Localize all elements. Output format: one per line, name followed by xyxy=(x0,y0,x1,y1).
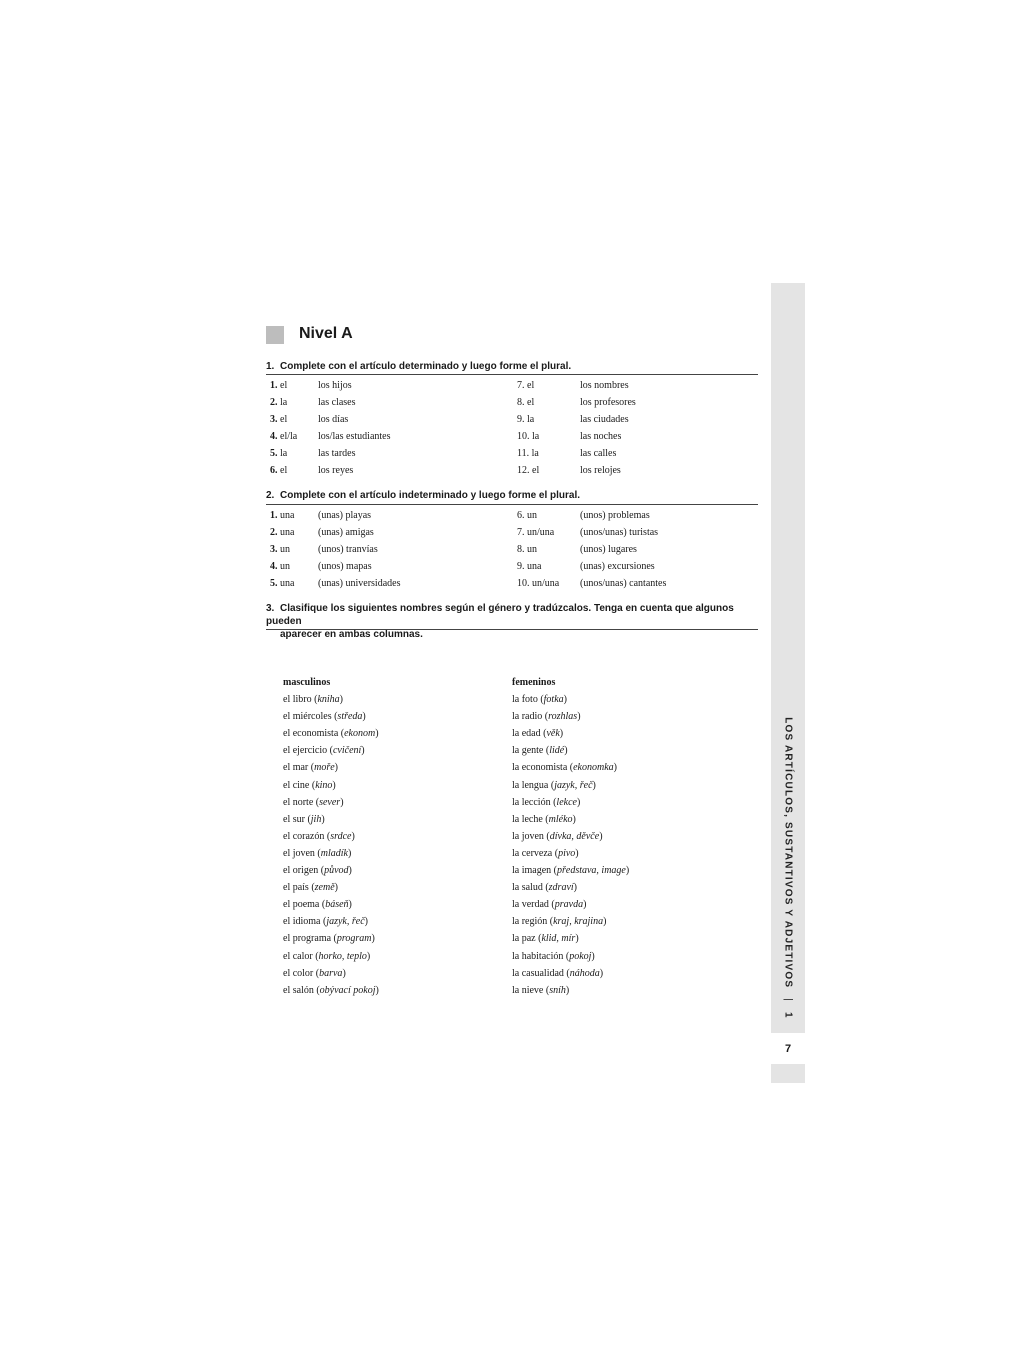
answer-plural: (unas) playas xyxy=(318,510,372,521)
noun-item xyxy=(512,848,579,860)
noun-item xyxy=(512,882,577,894)
answer-plural: las noches xyxy=(580,431,622,442)
noun-item xyxy=(283,882,338,894)
noun-translation: jazyk, řeč xyxy=(326,916,365,928)
noun-spanish: la leche ( xyxy=(512,813,549,825)
noun-spanish: la edad ( xyxy=(512,728,547,740)
noun-item xyxy=(283,814,325,826)
answer-article xyxy=(517,414,534,426)
noun-translation: mladík xyxy=(320,847,348,859)
noun-close-paren: ) xyxy=(599,967,604,979)
answer-article-text: un xyxy=(524,510,537,521)
noun-item xyxy=(512,728,563,740)
noun-translation: pravda xyxy=(554,899,584,911)
noun-spanish: el economista ( xyxy=(283,728,345,740)
answer-article xyxy=(517,527,554,539)
answer-plural: (unos) lugares xyxy=(580,544,637,555)
chapter-vertical-label xyxy=(783,717,794,1019)
answer-article-text: el xyxy=(524,380,535,391)
answer-number: 5. xyxy=(270,578,278,589)
answer-article-text: un/una xyxy=(529,578,560,589)
answer-number: 6. xyxy=(270,465,278,476)
noun-spanish: la nieve ( xyxy=(512,984,550,996)
noun-spanish: la región ( xyxy=(512,916,554,928)
answer-number: 10. xyxy=(517,578,530,589)
answer-number: 8. xyxy=(517,397,525,408)
noun-translation: sníh xyxy=(549,984,566,996)
level-marker xyxy=(266,326,284,344)
answer-number: 9. xyxy=(517,414,525,425)
exercise-1-heading xyxy=(266,360,758,373)
answer-article xyxy=(517,510,537,522)
noun-spanish: la habitación ( xyxy=(512,950,570,962)
answer-number: 7. xyxy=(517,527,525,538)
noun-translation: ekonomka xyxy=(573,762,614,774)
noun-item xyxy=(512,951,595,963)
answer-number: 3. xyxy=(270,544,278,555)
noun-close-paren: ) xyxy=(362,711,366,723)
exercise-instruction: Clasifique los siguientes nombres según el género y tradúzcalos. Tenga en cuenta que algunos pueden xyxy=(266,603,734,627)
answer-article-text: la xyxy=(529,431,540,442)
noun-translation: představa, image xyxy=(556,865,626,876)
answer-number: 3. xyxy=(270,414,278,425)
exercise-number: 2. xyxy=(266,490,275,501)
level-title: Nivel A xyxy=(299,325,353,342)
noun-close-paren: ) xyxy=(361,745,365,757)
noun-close-paren: ) xyxy=(332,779,336,791)
answer-plural: los relojes xyxy=(580,465,621,476)
noun-close-paren: ) xyxy=(339,694,343,705)
answer-article-text: una xyxy=(277,578,295,589)
noun-close-paren: ) xyxy=(599,830,603,842)
noun-spanish: el norte ( xyxy=(283,796,320,808)
answer-plural: los días xyxy=(318,414,349,425)
noun-translation: lekce xyxy=(556,796,577,808)
noun-item xyxy=(512,831,603,843)
noun-translation: horko, teplo xyxy=(318,950,367,962)
answer-plural: los reyes xyxy=(318,465,354,476)
noun-close-paren: ) xyxy=(583,899,587,911)
noun-close-paren: ) xyxy=(575,933,579,945)
answer-number: 2. xyxy=(270,397,278,408)
noun-item xyxy=(283,780,336,792)
noun-item xyxy=(512,968,603,980)
answer-article xyxy=(517,544,537,556)
noun-spanish: la joven ( xyxy=(512,830,550,842)
noun-spanish: la economista ( xyxy=(512,762,574,774)
answer-article xyxy=(517,380,534,392)
answer-article xyxy=(517,578,559,590)
answer-article-text: el xyxy=(277,414,288,425)
exercise-instruction: Complete con el artículo determinado y luego forme el plural. xyxy=(280,361,572,372)
noun-item xyxy=(283,951,370,963)
sidebar-strip-bottom xyxy=(771,1064,805,1083)
noun-spanish: el corazón ( xyxy=(283,830,331,842)
noun-spanish: el ejercicio ( xyxy=(283,745,333,757)
noun-item xyxy=(512,916,606,928)
noun-close-paren: ) xyxy=(321,813,325,825)
answer-number: 7. xyxy=(517,380,525,391)
noun-translation: barva xyxy=(319,967,343,979)
answer-article-text: el xyxy=(277,380,288,391)
noun-spanish: la lengua ( xyxy=(512,779,555,791)
noun-close-paren: ) xyxy=(572,813,576,825)
noun-close-paren: ) xyxy=(347,847,352,859)
exercise-3-heading xyxy=(266,602,758,641)
answer-article-text: una xyxy=(524,561,542,572)
noun-translation: moře xyxy=(314,762,335,774)
answer-article xyxy=(270,448,287,460)
answer-article xyxy=(270,397,287,409)
noun-spanish: la radio ( xyxy=(512,711,549,723)
noun-close-paren: ) xyxy=(351,830,355,842)
noun-item xyxy=(283,762,338,774)
noun-translation: klid, mír xyxy=(541,933,576,945)
noun-spanish: el libro ( xyxy=(283,694,318,705)
noun-close-paren: ) xyxy=(334,762,338,774)
exercise-3-rule xyxy=(266,629,758,630)
answer-plural: (unos/unas) turistas xyxy=(580,527,659,538)
exercise-instruction-cont: aparecer en ambas columnas. xyxy=(280,629,423,640)
noun-translation: kniha xyxy=(317,694,340,705)
answer-number: 1. xyxy=(270,380,278,391)
chapter-title: LOS ARTÍCULOS, SUSTANTIVOS Y ADJETIVOS xyxy=(782,717,794,989)
noun-translation: jazyk, řeč xyxy=(554,779,593,791)
noun-translation: obývací pokoj xyxy=(319,984,376,996)
noun-spanish: el programa ( xyxy=(283,933,337,945)
noun-item xyxy=(283,745,365,757)
noun-spanish: el miércoles ( xyxy=(283,711,338,723)
femeninos-header: femeninos xyxy=(512,677,556,688)
answer-plural: (unos) mapas xyxy=(318,561,372,572)
answer-plural: los hijos xyxy=(318,380,352,391)
answer-article xyxy=(270,544,290,556)
noun-translation: původ xyxy=(324,865,349,876)
noun-close-paren: ) xyxy=(576,796,581,808)
noun-spanish: la salud ( xyxy=(512,882,549,894)
noun-translation: kino xyxy=(315,779,333,791)
noun-close-paren: ) xyxy=(375,728,379,740)
answer-number: 1. xyxy=(270,510,278,521)
noun-close-paren: ) xyxy=(613,762,617,774)
answer-plural: las calles xyxy=(580,448,617,459)
answer-article xyxy=(517,561,541,573)
noun-item xyxy=(512,694,567,706)
noun-spanish: el cine ( xyxy=(283,779,316,791)
noun-translation: pokoj xyxy=(569,950,592,962)
noun-translation: lidé xyxy=(549,745,565,757)
noun-close-paren: ) xyxy=(334,882,338,894)
noun-translation: jih xyxy=(310,813,322,825)
answer-article-text: la xyxy=(524,414,535,425)
noun-item xyxy=(512,814,576,826)
noun-spanish: el mar ( xyxy=(283,762,315,774)
noun-item xyxy=(512,762,617,774)
noun-spanish: la foto ( xyxy=(512,694,544,705)
exercise-2-rule xyxy=(266,504,758,505)
noun-translation: středa xyxy=(337,711,363,723)
masculinos-header: masculinos xyxy=(283,677,331,688)
page-number: 7 xyxy=(784,1043,792,1055)
answer-article xyxy=(270,380,287,392)
noun-close-paren: ) xyxy=(625,865,630,876)
noun-translation: věk xyxy=(546,728,560,740)
answer-article-text: un xyxy=(524,544,537,555)
answer-number: 8. xyxy=(517,544,525,555)
noun-item xyxy=(283,916,368,928)
noun-translation: fotka xyxy=(543,694,564,705)
noun-item xyxy=(283,797,344,809)
answer-plural: las clases xyxy=(318,397,356,408)
noun-item xyxy=(283,711,366,723)
noun-close-paren: ) xyxy=(603,916,607,928)
noun-spanish: el calor ( xyxy=(283,950,319,962)
answer-number: 4. xyxy=(270,561,278,572)
answer-article-text: una xyxy=(277,510,295,521)
noun-spanish: el salón ( xyxy=(283,984,320,996)
answer-article-text: la xyxy=(529,448,539,459)
answer-plural: las ciudades xyxy=(580,414,629,425)
answer-article-text: la xyxy=(277,397,288,408)
noun-item xyxy=(512,797,580,809)
noun-translation: program xyxy=(336,933,372,945)
noun-item xyxy=(283,831,355,843)
noun-spanish: la imagen ( xyxy=(512,865,557,876)
exercise-number: 1. xyxy=(266,361,275,372)
answer-plural: los/las estudiantes xyxy=(318,431,391,442)
noun-item xyxy=(283,728,379,740)
answer-article-text: el/la xyxy=(277,431,298,442)
noun-close-paren: ) xyxy=(371,933,375,945)
noun-close-paren: ) xyxy=(364,916,368,928)
answer-article-text: la xyxy=(277,448,288,459)
answer-plural: (unas) excursiones xyxy=(580,561,655,572)
answer-article-text: un xyxy=(277,544,290,555)
answer-article-text: una xyxy=(277,527,295,538)
noun-item xyxy=(283,694,343,706)
noun-close-paren: ) xyxy=(348,899,352,911)
noun-item xyxy=(283,985,379,997)
answer-article xyxy=(517,431,539,443)
noun-close-paren: ) xyxy=(591,950,595,962)
noun-spanish: la gente ( xyxy=(512,745,550,757)
chapter-separator: | xyxy=(782,998,794,1003)
answer-plural: (unos) tranvías xyxy=(318,544,378,555)
noun-spanish: el idioma ( xyxy=(283,916,327,928)
noun-translation: cvičení xyxy=(332,745,362,757)
noun-translation: pivo xyxy=(558,847,576,859)
noun-item xyxy=(512,899,586,911)
answer-plural: los profesores xyxy=(580,397,636,408)
noun-close-paren: ) xyxy=(366,950,371,962)
answer-plural: (unos/unas) cantantes xyxy=(580,578,667,589)
noun-close-paren: ) xyxy=(592,779,596,791)
answer-article xyxy=(270,414,287,426)
noun-spanish: el sur ( xyxy=(283,813,311,825)
noun-spanish: el país ( xyxy=(283,882,315,894)
noun-item xyxy=(512,985,569,997)
answer-number: 5. xyxy=(270,448,278,459)
noun-item xyxy=(512,780,596,792)
answer-article xyxy=(517,397,534,409)
noun-translation: rozhlas xyxy=(548,711,578,723)
answer-plural: los nombres xyxy=(580,380,629,391)
answer-article xyxy=(270,578,294,590)
noun-close-paren: ) xyxy=(559,728,564,740)
answer-number: 9. xyxy=(517,561,525,572)
answer-article xyxy=(270,465,287,477)
answer-plural: (unos) problemas xyxy=(580,510,650,521)
answer-number: 4. xyxy=(270,431,278,442)
noun-translation: dívka, děvče xyxy=(549,830,600,842)
noun-translation: báseň xyxy=(325,899,349,911)
chapter-number: 1 xyxy=(782,1012,794,1019)
answer-number: 10. xyxy=(517,431,530,442)
noun-spanish: el poema ( xyxy=(283,899,326,911)
answer-article xyxy=(517,448,539,460)
answer-article xyxy=(270,510,294,522)
noun-translation: mléko xyxy=(548,813,573,825)
noun-close-paren: ) xyxy=(564,745,568,757)
answer-article xyxy=(270,527,294,539)
noun-close-paren: ) xyxy=(342,967,346,979)
exercise-2-heading xyxy=(266,489,758,502)
noun-item xyxy=(512,711,581,723)
answer-number: 6. xyxy=(517,510,525,521)
noun-item xyxy=(283,968,346,980)
noun-close-paren: ) xyxy=(375,984,379,996)
exercise-1-rule xyxy=(266,374,758,375)
noun-close-paren: ) xyxy=(577,711,581,723)
noun-close-paren: ) xyxy=(573,882,577,894)
answer-plural: (unas) universidades xyxy=(318,578,401,589)
noun-close-paren: ) xyxy=(348,865,352,876)
noun-spanish: la casualidad ( xyxy=(512,967,570,979)
noun-close-paren: ) xyxy=(575,847,579,859)
answer-article-text: un/una xyxy=(524,527,555,538)
noun-item xyxy=(283,848,351,860)
noun-spanish: el origen ( xyxy=(283,865,325,876)
noun-spanish: la verdad ( xyxy=(512,899,555,911)
noun-translation: země xyxy=(314,882,335,894)
answer-article-text: el xyxy=(529,465,540,476)
answer-plural: las tardes xyxy=(318,448,356,459)
noun-translation: náhoda xyxy=(569,967,600,979)
noun-item xyxy=(512,933,579,945)
noun-spanish: la lección ( xyxy=(512,796,557,808)
noun-item xyxy=(512,865,629,877)
answer-plural: (unas) amigas xyxy=(318,527,374,538)
answer-number: 12. xyxy=(517,465,530,476)
exercise-number: 3. xyxy=(266,603,275,614)
noun-item xyxy=(283,933,375,945)
answer-article xyxy=(270,561,290,573)
noun-close-paren: ) xyxy=(565,984,570,996)
noun-spanish: el color ( xyxy=(283,967,320,979)
answer-article xyxy=(517,465,539,477)
noun-translation: srdce xyxy=(330,830,352,842)
noun-item xyxy=(283,865,352,877)
answer-article-text: el xyxy=(524,397,535,408)
noun-translation: ekonom xyxy=(344,728,376,740)
answer-article-text: un xyxy=(277,561,290,572)
noun-spanish: la cerveza ( xyxy=(512,847,559,859)
noun-translation: zdraví xyxy=(548,882,574,894)
answer-number: 11. xyxy=(517,448,530,459)
noun-item xyxy=(283,899,352,911)
answer-number: 2. xyxy=(270,527,278,538)
noun-spanish: el joven ( xyxy=(283,847,321,859)
exercise-instruction: Complete con el artículo indeterminado y luego forme el plural. xyxy=(280,490,581,501)
noun-close-paren: ) xyxy=(340,796,344,808)
noun-item xyxy=(512,745,568,757)
noun-close-paren: ) xyxy=(563,694,567,705)
answer-article xyxy=(270,431,297,443)
answer-article-text: el xyxy=(277,465,288,476)
noun-translation: kraj, krajina xyxy=(553,916,604,928)
noun-translation: sever xyxy=(319,796,341,808)
noun-spanish: la paz ( xyxy=(512,933,542,945)
